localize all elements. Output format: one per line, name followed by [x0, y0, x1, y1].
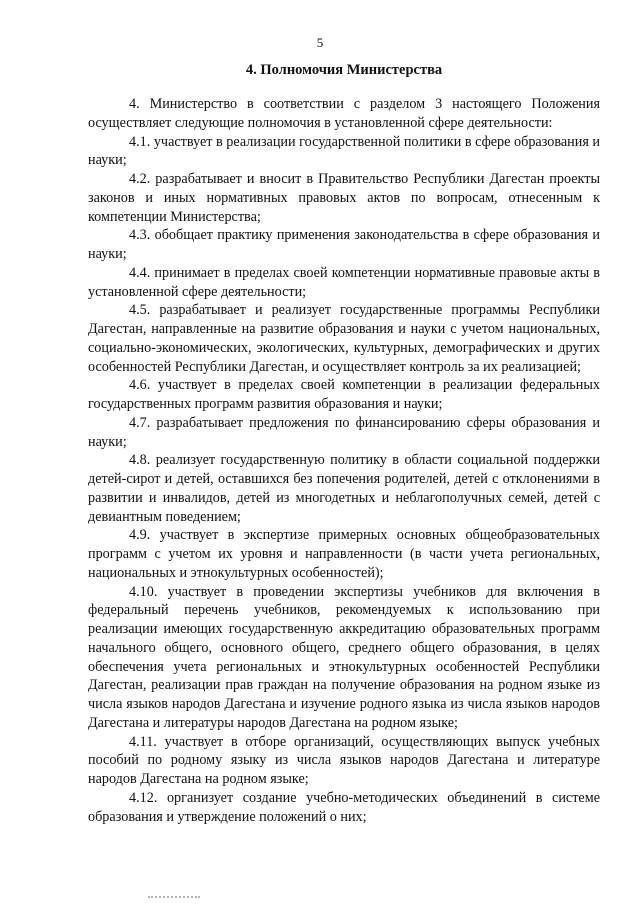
- paragraph-4-5: 4.5. разрабатывает и реализует государственные программы Республики Дагестан, направленные на развитие образования и науки с учетом национальных, социально-экономических, экологических, культурных, демографических и других особенностей Республики Дагестан, и осуществляет контроль за их реализацией;: [88, 302, 600, 375]
- section-title: 4. Полномочия Министерства: [245, 62, 443, 78]
- paragraph-4-3: 4.3. обобщает практику применения законодательства в сфере образования и науки;: [88, 227, 600, 262]
- paragraph-4-4: 4.4. принимает в пределах своей компетенции нормативные правовые акты в установленной сфере деятельности;: [88, 264, 600, 300]
- paragraph-4-9: 4.9. участвует в экспертизе примерных основных общеобразовательных программ с учетом их уровня и направленности (в части учета региональных, национальных и этнокультурных особенностей);: [88, 527, 600, 581]
- scan-artifact: [148, 896, 200, 898]
- paragraph-4-1: 4.1. участвует в реализации государственной политики в сфере образования и науки;: [88, 133, 600, 169]
- page-number: 5: [316, 35, 324, 50]
- paragraph-4: 4. Министерство в соответствии с разделом 3 настоящего Положения осуществляет следующие полномочия в установленной сфере деятельности:: [88, 96, 600, 131]
- document-body: [88, 95, 600, 826]
- paragraph-4-12: 4.12. организует создание учебно-методических объединений в системе образования и утверждение положений о них;: [88, 789, 600, 825]
- paragraph-4-8: 4.8. реализует государственную политику в области социальной поддержки детей-сирот и детей, оставшихся без попечения родителей, детей с отклонениями в развитии и инвалидов, детей из многодетных и неблагополучных семей, детей с девиантным поведением;: [88, 452, 600, 525]
- paragraph-4-10: 4.10. участвует в проведении экспертизы учебников для включения в федеральный перечень учебников, рекомендуемых к использованию при реализации имеющих государственную аккредитацию образовательных программ начального общего, основного общего, среднего общего образования, в целях обеспечения учета региональных и этнокультурных особенностей Республики Дагестан, реализации прав граждан на получение образования на родном языке из числа языков народов Дагестана и изучение родного языка из числа языков народов Дагестана и литературы народов Дагестана на родном языке;: [88, 583, 600, 731]
- paragraph-4-2: 4.2. разрабатывает и вносит в Правительство Республики Дагестан проекты законов и иных нормативных правовых актов по вопросам, отнесенным к компетенции Министерства;: [88, 171, 600, 225]
- paragraph-4-7: 4.7. разрабатывает предложения по финансированию сферы образования и науки;: [88, 414, 600, 450]
- paragraph-4-6: 4.6. участвует в пределах своей компетенции в реализации федеральных государственных программ развития образования и науки;: [88, 377, 600, 412]
- paragraph-4-11: 4.11. участвует в отборе организаций, осуществляющих выпуск учебных пособий по родному языку из числа языков народов Дагестана и литературе народов Дагестана на родном языке;: [88, 733, 600, 787]
